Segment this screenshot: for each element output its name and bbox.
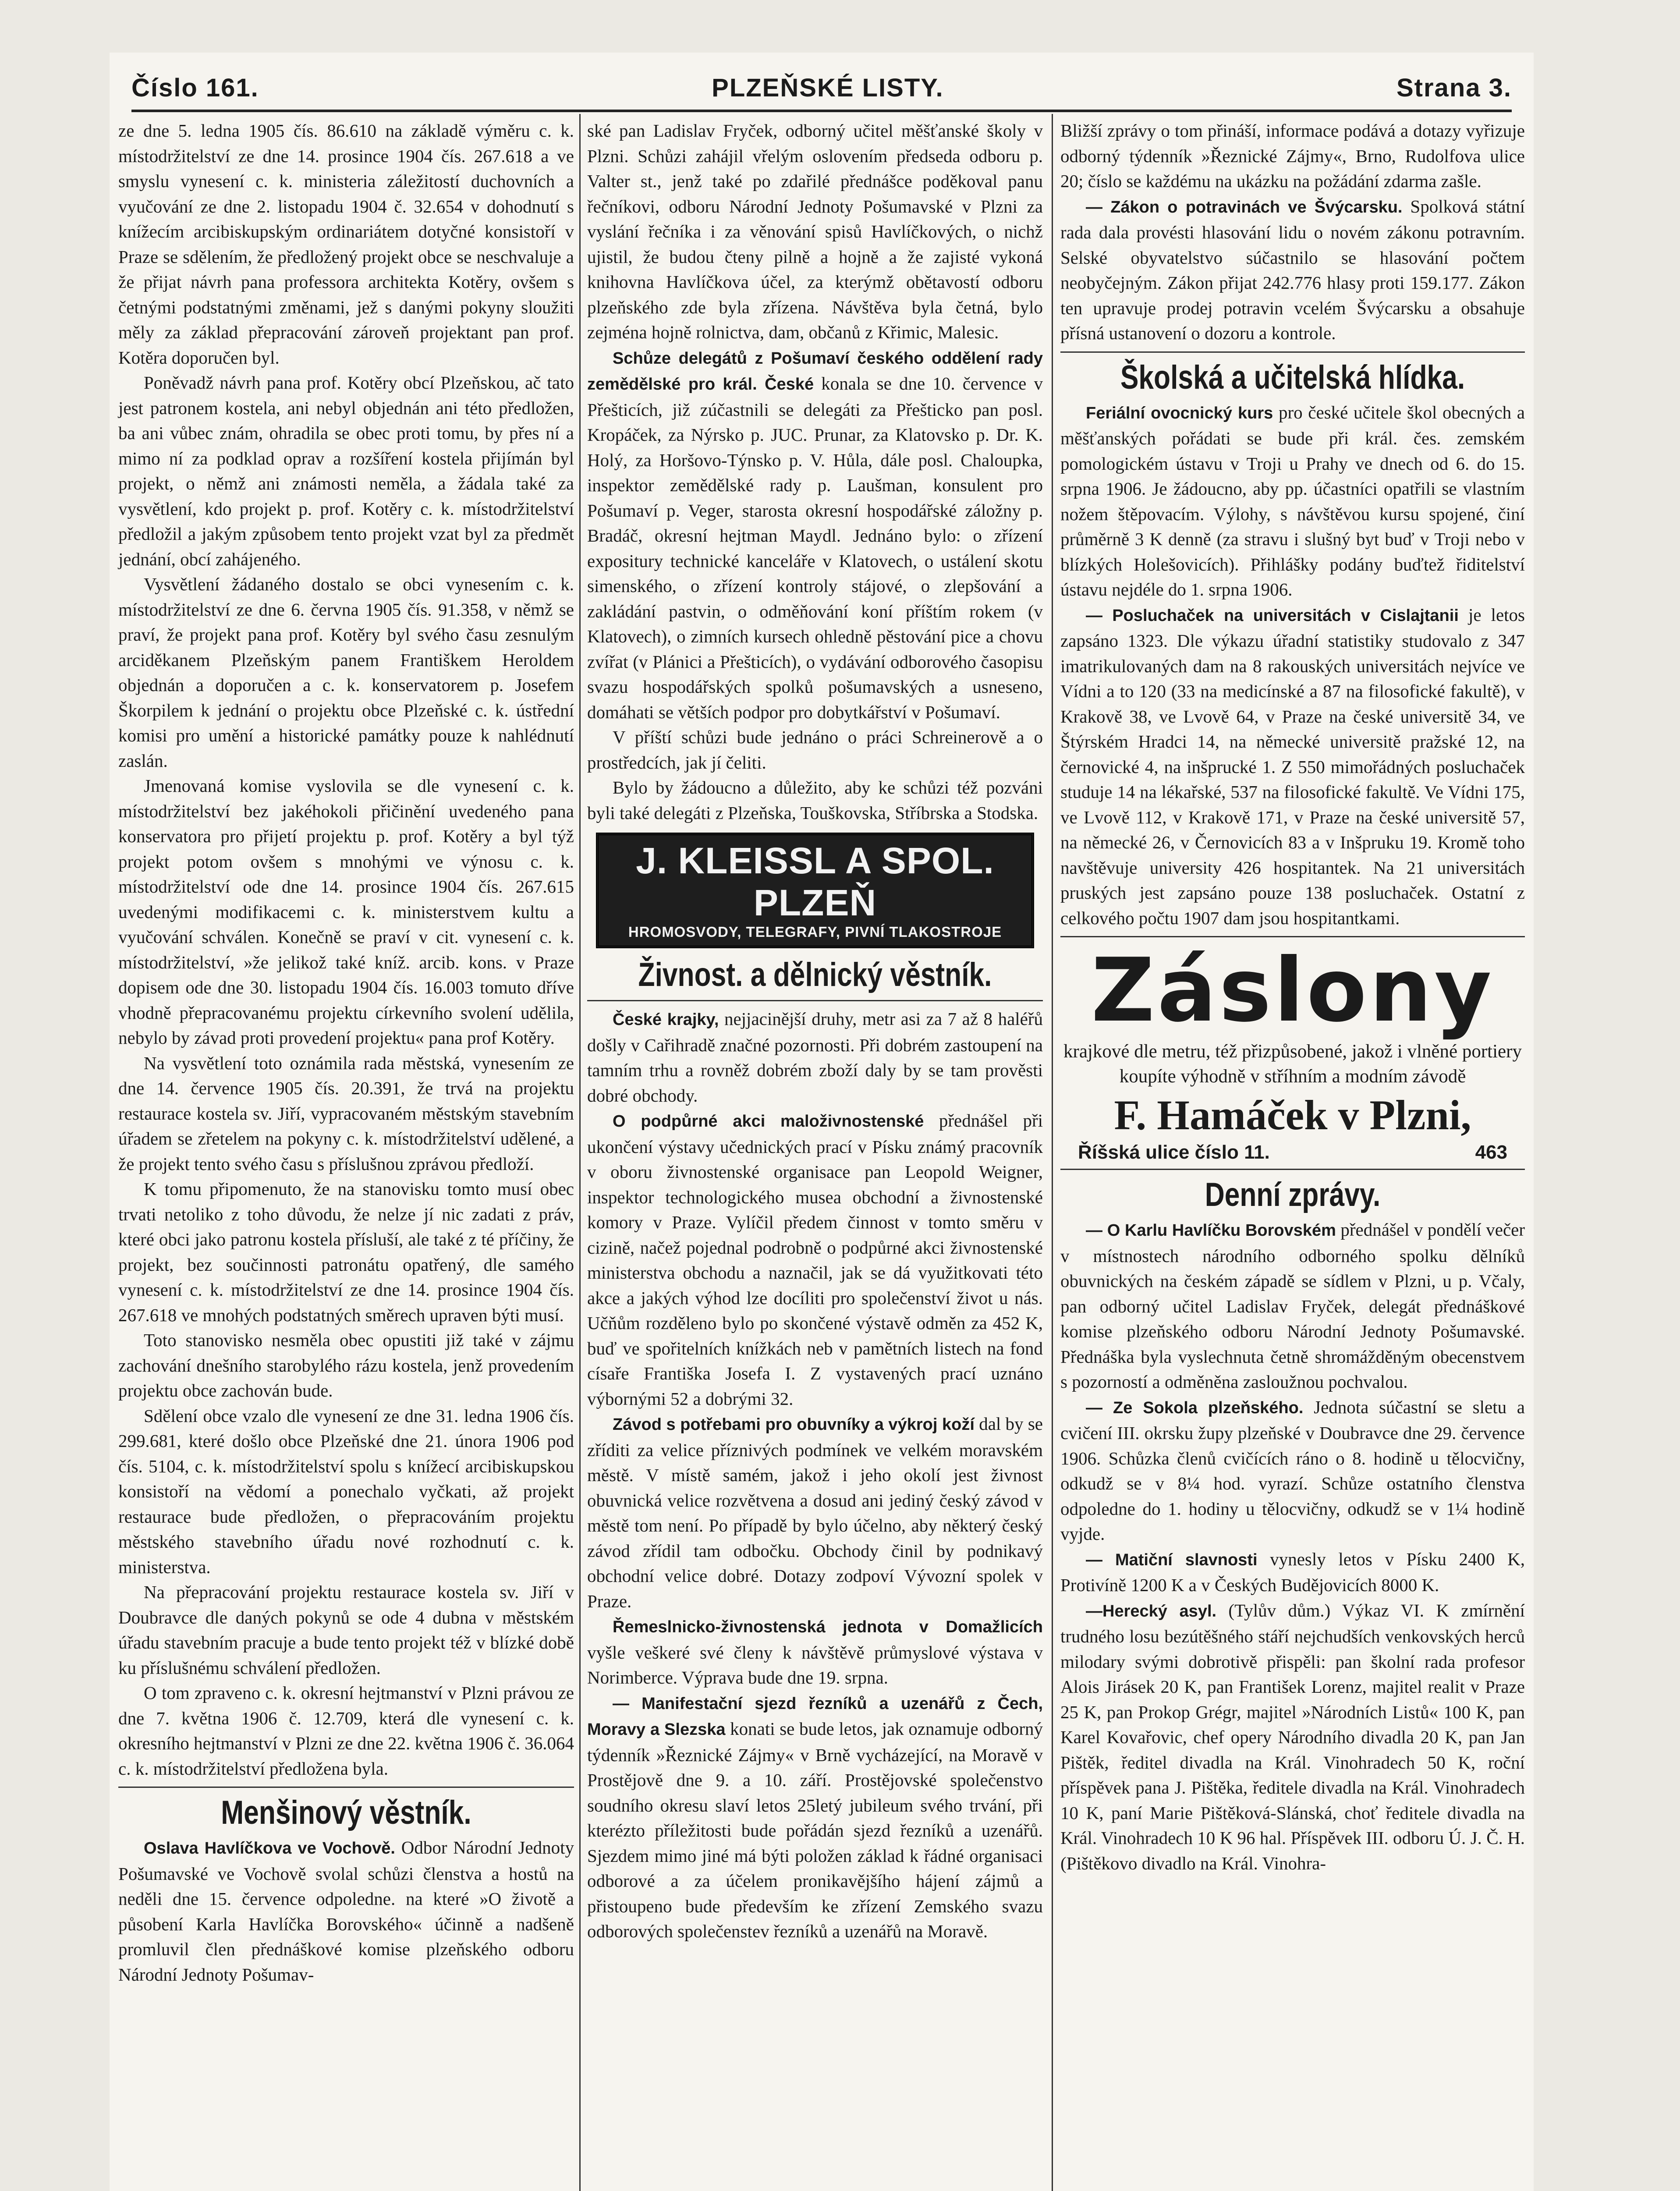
item-text: (Tylův dům.) Výkaz VI. K zmírnění trudného losu bezútěšného stáří nejchudších venkovských herců milodary svými dobrotivě přispěli: pan školní rada profesor Alois Jirásek 20 K, pan František Lorenz, majitel realit v Praze 25 K, pan Prokop Grégr, majitel »Národních Listů« 100 K, pan Karel Kovařovic, chef opery Národního divadla 20 K, pan Jan Pištěk, ředitel divadla na Král. Vinohradech 50 K, roční příspěvek pana J. Pištěka, ředitele divadla na Král. Vinohradech 10 K, paní Marie Pištěková-Slánská, choť ředitele divadla na Král. Vinohradech 10 K 96 hal. Příspěvek III. odboru Ú. J. Č. H. (Pištěkovo divadlo na Král. Vinohra-: [1060, 1600, 1525, 1873]
item-text: je letos zapsáno 1323. Dle výkazu úřadní statistiky studovalo z 347 imatrikulovaných dam na 8 rakouských universitách nejvíce ve Vídni a to 120 (33 na medicínské a 87 na filosofické fakultě), v Krakově 38, ve Lvově 64, v Praze na české universitě 34, ve Štýrském Hradci 14, na německé universitě pražské 12, na černovické 4, na inšprucké 1. Z 550 mimořádných posluchaček studuje 14 na lékařské, 537 na filosofické fakultě. Ve Vídni 175, ve Lvově 112, v Krakově 171, v Praze na české universitě 57, na německé 26, v Černovicích 83 a v Inšpruku 19. Kromě toho navštěvuje university 426 hospitantek. Na 21 universitách pruských jest zapsáno pouze 138 posluchaček. Ostatní z celkového počtu 1907 dam jsou hospitantkami.: [1060, 604, 1525, 928]
section-heading-skolska: Školská a učitelská hlídka.: [1120, 358, 1465, 396]
ad-company: J. KLEISSL A SPOL. PLZEŇ: [636, 840, 994, 923]
item-text: pro české učitele škol obecných a měšťanských pořádati se bude při král. čes. zemském pomologickém ústavu v Troji u Prahy ve dnech od 6. do 15. srpna 1906. Je žádoucno, aby pp. účastníci opatřili se vlastním nožem štěpovacím. Výlohy, s návštěvou kursu spojené, činí průměrně 3 K denně (za stravu i slušný byt buď v Troji nebo v blízkých Holešovicích). Přihlášky podány buďtež řiditelství ústavu nejdéle do 1. srpna 1906.: [1060, 402, 1525, 599]
article-paragraph: Na vysvětlení toto oznámila rada městská, vynesením ze dne 14. července 1905 čís. 20.391, že trvá na projektu restaurace kostela sv. Jiří, vypracovaném městským stavebním úřadem se zřetelem na pokyny c. k. místodržitelství udělené, a že projekt tento svého času s příslušnou zprávou předloží.: [118, 1053, 574, 1174]
newspaper-title: PLZEŇSKÉ LISTY.: [712, 73, 944, 102]
section-heading-denni: Denní zprávy.: [1205, 1176, 1381, 1213]
article-paragraph: Poněvadž návrh pana prof. Kotěry obcí Plzeňskou, ač tato jest patronem kostela, ani nebyl objednán ani této předložen, ba ani vůbec znám, ohradila se obec proti tomu, by přes ní a mimo ní za podklad oprav a rozšíření kostela přijímán byl projekt, o němž ani známosti neměla, a žádala také za vysvětlení, kdo projekt p. prof. Kotěry c. k. místodržitelství předložil a jakým způsobem tento projekt vzat byl za předmět jednání, obcí zahájeného.: [118, 372, 574, 569]
article-paragraph: V příští schůzi bude jednáno o práci Schreinerově a o prostředcích, jak jí čeliti.: [587, 727, 1043, 773]
column-3: [1060, 118, 1525, 1876]
item-lead: — Posluchaček na universitách v Cislajtanii: [1086, 606, 1459, 625]
item-lead: Oslava Havlíčkova ve Vochově.: [144, 1839, 395, 1858]
item-lead: Řemeslnicko-živnostenská jednota v Domažlicích: [613, 1618, 1043, 1636]
item-text: Odbor Národní Jednoty Pošumavské ve Vochově svolal schůzi členstva a hostů na neděli dne 15. července odpoledne. na které »O životě a působení Karla Havlíčka Borovského« účinně a nadšeně promluvil člen přednáškové komise plzeňského odboru Národní Jednoty Pošumav-: [118, 1837, 574, 1985]
ad-headline: Záslony: [1091, 940, 1494, 1042]
item-lead: Feriální ovocnický kurs: [1086, 404, 1273, 422]
section-rule: [1060, 936, 1525, 937]
item-text: vynesly letos v Písku 2400 K, Protivíně 1200 K a v Českých Budějovicích 8000 K.: [1060, 1549, 1525, 1595]
article-paragraph: Bližší zprávy o tom přináší, informace podává a dotazy vyřizuje odborný týdenník »Řeznické Zájmy«, Brno, Rudolfova ulice 20; číslo se každému na ukázku na požádání zdarma zašle.: [1060, 121, 1525, 191]
item-text: vyšle veškeré své členy k návštěvě průmyslové výstava v Norimberce. Výprava bude dne 19. srpna.: [587, 1642, 1043, 1688]
section-heading-zivnost: Živnost. a dělnický věstník.: [638, 956, 992, 993]
article-paragraph: ze dne 5. ledna 1905 čís. 86.610 na základě výměru c. k. místodržitelství ze dne 14. prosince 1904 čís. 267.618 a ve smyslu vynesení c. k. ministeria záležitostí duchovních a vyučování ze dne 2. listopadu 1904 č. 32.654 v dohodnutí s knížecím arcibiskupským ordinariátem dotyčné konsistoří v Praze se sdělením, že předložený projekt obce se neschvaluje a že přijat návrh pana professora architekta Kotěry, ovšem s četnými podstatnými změnami, jež s danými pokyny sloužiti měly za základ přepracování zároveň projektant pan prof. Kotěra doporučen byl.: [118, 121, 574, 368]
item-lead: — O Karlu Havlíčku Borovském: [1086, 1221, 1336, 1240]
zaslony-advertisement: [1060, 940, 1525, 1163]
item-lead: Schůze delegátů z Pošumaví českého oddělení rady zemědělské pro král. České: [587, 349, 1043, 394]
item-text: Spolková státní rada dala provésti hlasování lidu o novém zákonu potravním. Selské obyvatelstvo súčastnilo se hlasování počtem neobyčejným. Zákon přijat 242.776 hlasy proti 159.177. Zákon ten upravuje prodej potravin vcelém Švýcarsku a obsahuje přísná ustanovení o dozoru a kontrole.: [1060, 196, 1525, 343]
article-paragraph: Jmenovaná komise vyslovila se dle vynesení c. k. místodržitelství bez jakéhokoli přičinění uvedeného pana konservatora pro přijetí projektu p. prof. Kotěry a byl týž projekt potom ovšem s mnohými ve výnosu c. k. místodržitelství ode dne 14. prosince 1904 čís. 267.615 uvedenými modifikacemi c. k. ministerstvem kultu a vyučování schválen. Konečně se praví v cit. vynesení c. k. místodržitelství, »že jelikož také kníž. arcib. kons. v Praze dopisem ode dne 30. listopadu 1904 čís. 16.003 tomuto dříve vhodně přepracovanému projektu církevního svolení udělila, nebylo by závad proti provedení projektu« pana prof Kotěry.: [118, 776, 574, 1048]
item-lead: Závod s potřebami pro obuvníky a výkroj koží: [613, 1415, 975, 1434]
issue-number: Číslo 161.: [131, 73, 259, 102]
column-divider-2: [1052, 114, 1053, 2191]
item-lead: O podpůrné akci maloživnostenské: [613, 1112, 924, 1131]
item-text: konala se dne 10. července v Přešticích, již zúčastnili se delegáti za Přešticko pan posl. Kropáček, za Nýrsko p. JUC. Prunar, za Klatovsko p. Dr. K. Holý, za Horšovo-Týnsko p. V. Hůla, dále posl. Chaloupka, inspektor zemědělské rady p. Laušman, konsulent pro Pošumaví p. Veger, starosta okresní hospodářské záložny p. Bradáč, okresní hejtman Maydl. Jednáno bylo: o zřízení expositury technické kanceláře v Klatovech, o ustálení skotu simenského, o zřízení kontroly stájové, o zlepšování a zakládání pastvin, o odměňování koní příštím rokem (v Klatovech), o zimních kursech ohledně pěstování pice a chovu zvířat (v Plánici a Přešticích), o vydávání odborového časopisu svazu hospodářských spolků pošumavských a usneseno, domáhati se větších podpor pro dobytkářství v Pošumaví.: [587, 373, 1043, 722]
item-text: Jednota súčastní se sletu a cvičení III. okrsku župy plzeňské v Doubravce dne 29. července 1906. Schůzka členů cvičících ráno o 8. hodině u tělocvičny, odkudž se v 8¼ hod. vyrazí. Schůze ostatního členstva odpoledne do 1. hodiny u tělocvičny, odkudž se v 1¼ hodině vyjde.: [1060, 1397, 1525, 1544]
article-paragraph: Sdělení obce vzalo dle vynesení ze dne 31. ledna 1906 čís. 299.681, které došlo obce Plzeňské dne 21. února 1906 pod čís. 5104, c. k. místodržitelství spolu s knížecí arcibiskupskou konsistoří na vědomí a ponechalo vyčkati, až projekt restaurace bude předložen, o přepracováním projektu městského stavebního úřadu nové rozhodnutí c. k. ministerstva.: [118, 1405, 574, 1577]
section-rule: [118, 1787, 574, 1788]
item-text: konati se bude letos, jak oznamuje odborný týdenník »Řeznické Zájmy« v Brně vycházející, na Moravě v Prostějově dne 9. a 10. září. Prostějovské společenstvo soudního okresu slaví letos 25letý jubileum svého trvání, při kterézto příležitosti bude pořádán sjezd řezníků a uzenářů. Sjezdem mimo jiné má býti položen základ k řádné organisaci odborové a za účelem pronikavějšího hájení zájmů a přistoupeno bude především ke zřízení Zemského svazu odborových společenstev řezníků a uzenářů na Moravě.: [587, 1719, 1043, 1941]
column-divider-1: [579, 114, 581, 2191]
item-lead: — Matiční slavnosti: [1086, 1550, 1258, 1569]
item-text: přednášel při ukončení výstavy učednických prací v Písku známý pracovník v oboru živnostenské organisace pan Leopold Weigner, inspektor technologického musea obchodní a živnostenské komory v Praze. Vylíčil předem činnost v tomto směru v cizině, načež pojednal podrobně o podpůrné akci živnostenské ministerstva obchodu a naznačil, jak se dá využitkovati této akce a jakých výhod lze docíliti pro společenství život u nás. Učňům rozděleno bylo po skončené výstavě odměn za 452 K, buď ve spořitelních knížkách neb v pamětních listech na fond císaře Františka Josefa I. Z vystavených prací uznáno výbornými 52 a dobrými 32.: [587, 1110, 1043, 1409]
section-rule: [1060, 351, 1525, 353]
article-paragraph: O tom zpraveno c. k. okresní hejtmanství v Plzni právou ze dne 7. května 1906 č. 12.709, která dle vynesení c. k. okresního hejtmanství v Plzni ze dne 22. května 1906 č. 36.064 c. k. místodržitelství předložena byla.: [118, 1683, 574, 1779]
item-text: nejjacinější druhy, metr asi za 7 až 8 haléřů došly v Cařihradě značné pozornosti. Při dobrém zastoupení na tamním trhu a rovněž dobrém zboží daly by se tam prověsti dobré obchody.: [587, 1009, 1043, 1106]
item-lead: České krajky,: [613, 1010, 719, 1029]
section-rule: [1060, 1169, 1525, 1170]
article-paragraph: Bylo by žádoucno a důležito, aby ke schůzi též pozváni byli také delegáti z Plzeňska, Touškovska, Stříbrska a Stodska.: [587, 777, 1043, 823]
article-paragraph: Toto stanovisko nesměla obec opustiti již také v zájmu zachování dnešního starobylého rázu kostela, jenž provedením projektu obce zachován bude.: [118, 1330, 574, 1400]
kleissl-advertisement: [596, 833, 1034, 948]
article-paragraph: Vysvětlení žádaného dostalo se obci vynesením c. k. místodržitelství ze dne 6. června 1905 čís. 91.358, v němž se praví, že projekt pana prof. Kotěry byl svého času zesnulým arciděkanem Plzeňským panem Františkem Heroldem objednán a doporučen a c. k. konservatorem p. Josefem Škorpilem k jednání o projektu obce Plzeňské c. k. ústřední komisi pro umění a historické památky pouze k nahlédnutí zaslán.: [118, 574, 574, 771]
item-lead: — Zákon o potravinách ve Švýcarsku.: [1086, 198, 1403, 216]
item-lead: — Manifestační sjezd řezníků a uzenářů z Čech, Moravy a Slezska: [587, 1694, 1043, 1739]
ad-address: Říšská ulice číslo 11.: [1078, 1142, 1270, 1163]
column-2: [587, 118, 1043, 1944]
ad-text: krajkové dle metru, též přizpůsobené, jakož i vlněné portiery koupíte výhodně v stříhním a modním závodě: [1063, 1041, 1522, 1087]
item-lead: —Herecký asyl.: [1086, 1602, 1217, 1620]
article-paragraph: ské pan Ladislav Fryček, odborný učitel měšťanské školy v Plzni. Schůzi zahájil vřelým oslovením předseda odboru p. Valter st., jenž také po zdařilé přednášce poděkoval panu řečníkovi, odboru Národní Jednoty Pošumavské v Plzni za vyslání řečníka i za věnování spisů Havlíčkových, o nichž ujistil, že budou čteny pilně a hojně a že zajisté vykoná knihovna Havlíčkova účel, za kterýmž obětavostí odboru plzeňského zde byla zřízena. Návštěva byla četná, bylo zejména hojně rolnictva, dam, občanů z Křimic, Malesic.: [587, 121, 1043, 342]
section-heading-mensinovy: Menšinový věstník.: [221, 1794, 471, 1831]
item-text: dal by se zříditi za velice příznivých podmínek ve velkém moravském městě. V místě samém, jakož i jeho okolí jest živnost obuvnická velice rozvětvena a dosud ani jediný český závod v městě tom není. Po případě by bylo účelno, aby některý český závod zřídil tam odbočku. Obchody činil by podnikavý obchodní velice dobré. Dotazy zodpoví Vývozní spolek v Praze.: [587, 1414, 1043, 1611]
page-number: Strana 3.: [1396, 73, 1512, 102]
item-text: přednášel v pondělí večer v místnostech národního odborného spolku dělníků obuvnických na českém západě se sídlem v Plzni, u p. Včaly, pan odborný učitel Ladislav Fryček, delegát přednáškové komise plzeňského odboru Národní Jednoty Pošumavské. Přednáška byla vyslechnuta četně shromážděným obecenstvem s pozorností a odměněna zasloužnou pochvalou.: [1060, 1220, 1525, 1392]
article-paragraph: Na přepracování projektu restaurace kostela sv. Jiří v Doubravce dle daných pokynů se ode 4 dubna v městském úřadu stavebním pracuje a bude tento projekt též v blízké době ku příslušnému schválení předložen.: [118, 1582, 574, 1678]
page-header: [131, 66, 1512, 112]
ad-firm: F. Hamáček v Plzni,: [1114, 1092, 1471, 1138]
article-paragraph: K tomu připomenuto, že na stanovisku tomto musí obec trvati netoliko z toho důvodu, že nelze jí nic zadati z práv, které obci jako patronu kostela přísluší, ale také z té příčiny, že projekt, bez součinnosti patronátu opatřený, dle samého vynesení c. k. místodržitelství ze dne 14. prosince 1904 čís. 267.618 ve mnohých podstatných směrech upraven býti musí.: [118, 1179, 574, 1325]
section-rule: [587, 1000, 1043, 1001]
column-1: [118, 118, 574, 1987]
item-lead: — Ze Sokola plzeňského.: [1086, 1398, 1304, 1417]
ad-products: HROMOSVODY, TELEGRAFY, PIVNÍ TLAKOSTROJE: [628, 924, 1002, 940]
ad-number: 463: [1475, 1142, 1507, 1163]
